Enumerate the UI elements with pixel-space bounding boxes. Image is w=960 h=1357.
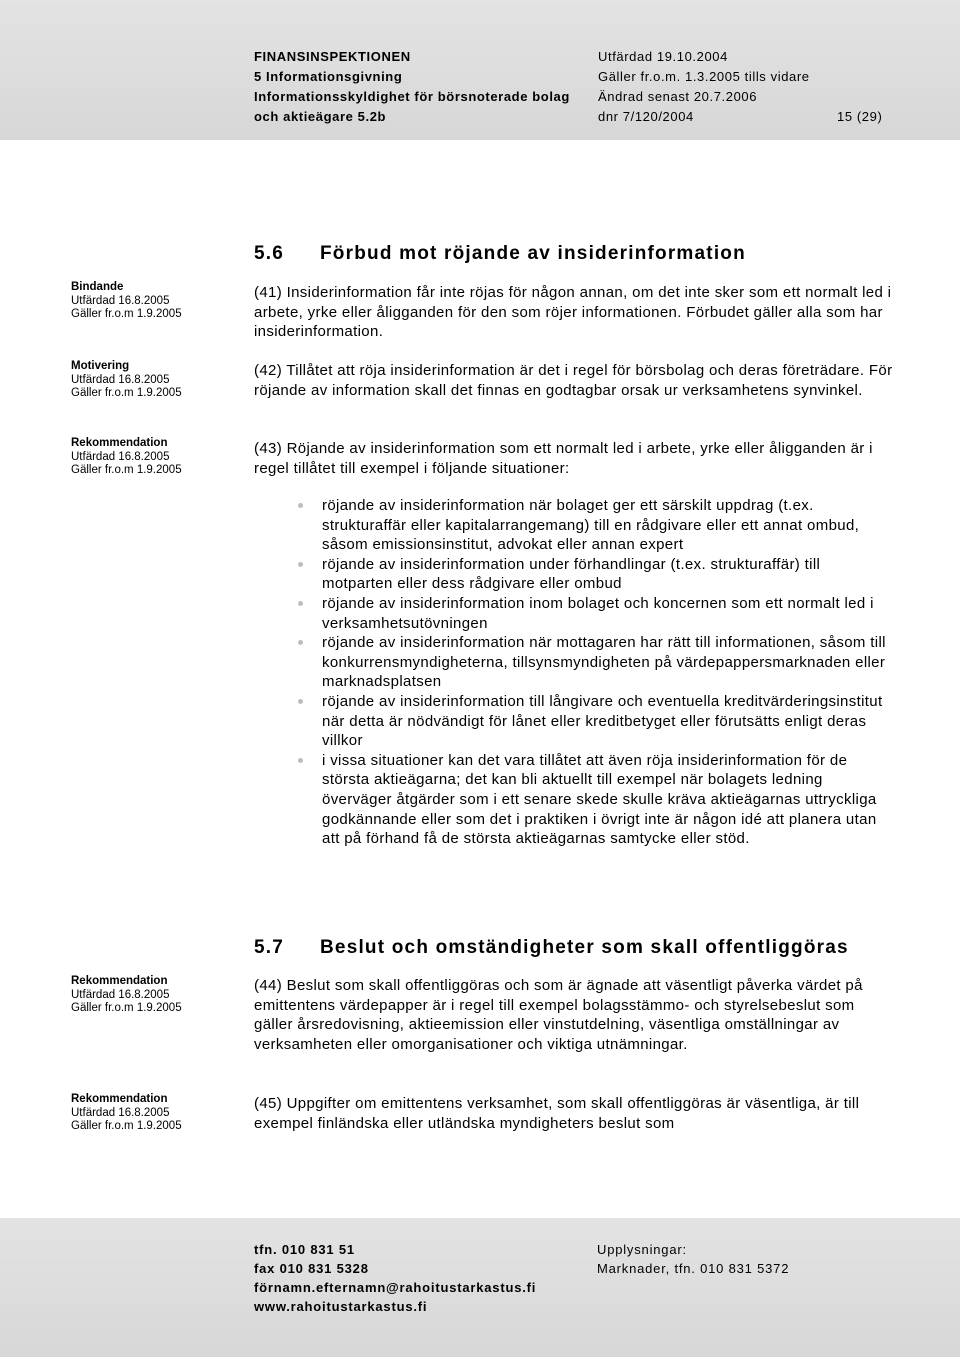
side-label-issued: Utfärdad 16.8.2005 [71,450,170,463]
footer-contact [254,1240,536,1316]
side-label-valid: Gäller fr.o.m 1.9.2005 [71,387,182,399]
bullet-icon [298,758,303,763]
list-item-text: röjande av insiderinformation när mottagaren har rätt till informationen, såsom till konkurrensmyndigheterna, tillsynsmyndigheten på värdepappersmarknaden eller marknadsplatsen [322,634,886,691]
side-label-recommendation [71,975,182,1016]
bullet-icon [298,503,303,508]
bullet-icon [298,640,303,645]
paragraph-45: (45) Uppgifter om emittentens verksamhet, som skall offentliggöras är väsentliga, är till exempel finländska eller utländska myndigheters beslut som [254,1095,860,1132]
situations-list [254,496,894,849]
list-item [254,496,894,555]
section-title: Beslut och omständigheter som skall offentliggöras [320,937,849,958]
valid-from: Gäller fr.o.m. 1.3.2005 tills vidare [598,69,810,84]
website-link[interactable]: www.rahoitustarkastus.fi [254,1299,428,1314]
section-heading-5-7 [254,937,849,959]
side-label-issued: Utfärdad 16.8.2005 [71,1106,170,1119]
side-label-type: Rekommendation [71,1093,168,1105]
side-label-issued: Utfärdad 16.8.2005 [71,373,170,386]
paragraph-41: (41) Insiderinformation får inte röjas för någon annan, om det inte sker som ett normalt led i arbete, yrke eller åligganden för den som röjer informationen. Förbudet gäller alla som har insiderinformation. [254,284,892,340]
side-label-issued: Utfärdad 16.8.2005 [71,988,170,1001]
side-label-type: Rekommendation [71,437,168,449]
list-item-text: röjande av insiderinformation till långivare och eventuella kreditvärderingsinstitut när detta är nödvändigt för lånet eller kreditbetyget eller förutsätts enligt deras villkor [322,692,883,750]
side-label-valid: Gäller fr.o.m 1.9.2005 [71,308,182,320]
section-number: 5.6 [254,243,285,264]
footer-info [597,1240,789,1278]
side-label-type: Motivering [71,360,130,372]
list-item-text: röjande av insiderinformation inom bolaget och koncernen som ett normalt led i verksamhetsutövningen [322,594,874,632]
issued-date: Utfärdad 19.10.2004 [598,49,728,64]
info-contact: Marknader, tfn. 010 831 5372 [597,1261,790,1276]
list-item [254,555,894,594]
info-heading: Upplysningar: [597,1242,687,1257]
list-item-text: röjande av insiderinformation under förhandlingar (t.ex. strukturaffär) till motparten eller dess rådgivare eller ombud [322,555,821,593]
page-number: 15 (29) [837,109,883,124]
header-right [598,47,810,127]
list-item [254,692,894,751]
phone-number: tfn. 010 831 51 [254,1242,355,1257]
list-item-text: röjande av insiderinformation när bolaget ger ett särskilt uppdrag (t.ex. strukturaffär eller kapitalarrangemang) till en rådgivare eller ett annat ombud, såsom emissionsinstitut, advokat eller annan expert [322,497,860,554]
side-label-valid: Gäller fr.o.m 1.9.2005 [71,1120,182,1132]
side-label-valid: Gäller fr.o.m 1.9.2005 [71,464,182,476]
header-left [254,47,570,127]
list-item [254,633,894,692]
bullet-icon [298,562,303,567]
section-title: Förbud mot röjande av insiderinformation [320,243,746,264]
bullet-icon [298,699,303,704]
side-label-recommendation [71,437,182,478]
email-address: förnamn.efternamn@rahoitustarkastus.fi [254,1280,537,1295]
side-label-issued: Utfärdad 16.8.2005 [71,294,170,307]
bullet-icon [298,601,303,606]
section-heading-5-6 [254,243,746,265]
paragraph-42: (42) Tillåtet att röja insiderinformation är det i regel för börsbolag och deras företrädare. För röjande av information skall det finnas en godtagbar orsak ur verksamhetens synvinkel. [254,362,893,399]
side-label-type: Bindande [71,281,124,293]
paragraph-44: (44) Beslut som skall offentliggöras och som är ägnade att väsentligt påverka värdet på emittentens värdepapper är i regel till exempel bolagsstämmo- och styrelsebeslut som gäller årsredovisning, aktieemission eller vinstutdelning, väsentliga omställningar av verksamheten eller omorganisationer och viktiga utnämningar. [254,977,863,1053]
side-label-type: Rekommendation [71,975,168,987]
side-label-motivation [71,360,182,401]
org-name: FINANSINSPEKTIONEN [254,49,411,64]
side-label-binding [71,281,182,322]
list-item-text: i vissa situationer kan det vara tillåtet att även röja insiderinformation för de största aktieägarna; det kan bli aktuellt till exempel när bolagets ledning överväger åtgärder som i ett senare skede skulle kräva aktieägarnas uttryckliga godkännande eller som det i praktiken i övrigt inte är någon idé att planera utan att på förhand få de största aktieägarnas samtycke eller stöd. [322,751,877,848]
last-changed: Ändrad senast 20.7.2006 [598,89,758,104]
section-number: 5.7 [254,937,285,958]
list-item [254,594,894,633]
document-subtitle: och aktieägare 5.2b [254,109,387,124]
record-number: dnr 7/120/2004 [598,109,694,124]
list-item [254,751,894,849]
paragraph-43: (43) Röjande av insiderinformation som ett normalt led i arbete, yrke eller åligganden är i regel tillåtet till exempel i följande situationer: [254,440,873,477]
chapter-title: 5 Informationsgivning [254,69,403,84]
side-label-valid: Gäller fr.o.m 1.9.2005 [71,1002,182,1014]
side-label-recommendation [71,1093,182,1134]
document-title: Informationsskyldighet för börsnoterade bolag [254,89,570,104]
fax-number: fax 010 831 5328 [254,1261,369,1276]
